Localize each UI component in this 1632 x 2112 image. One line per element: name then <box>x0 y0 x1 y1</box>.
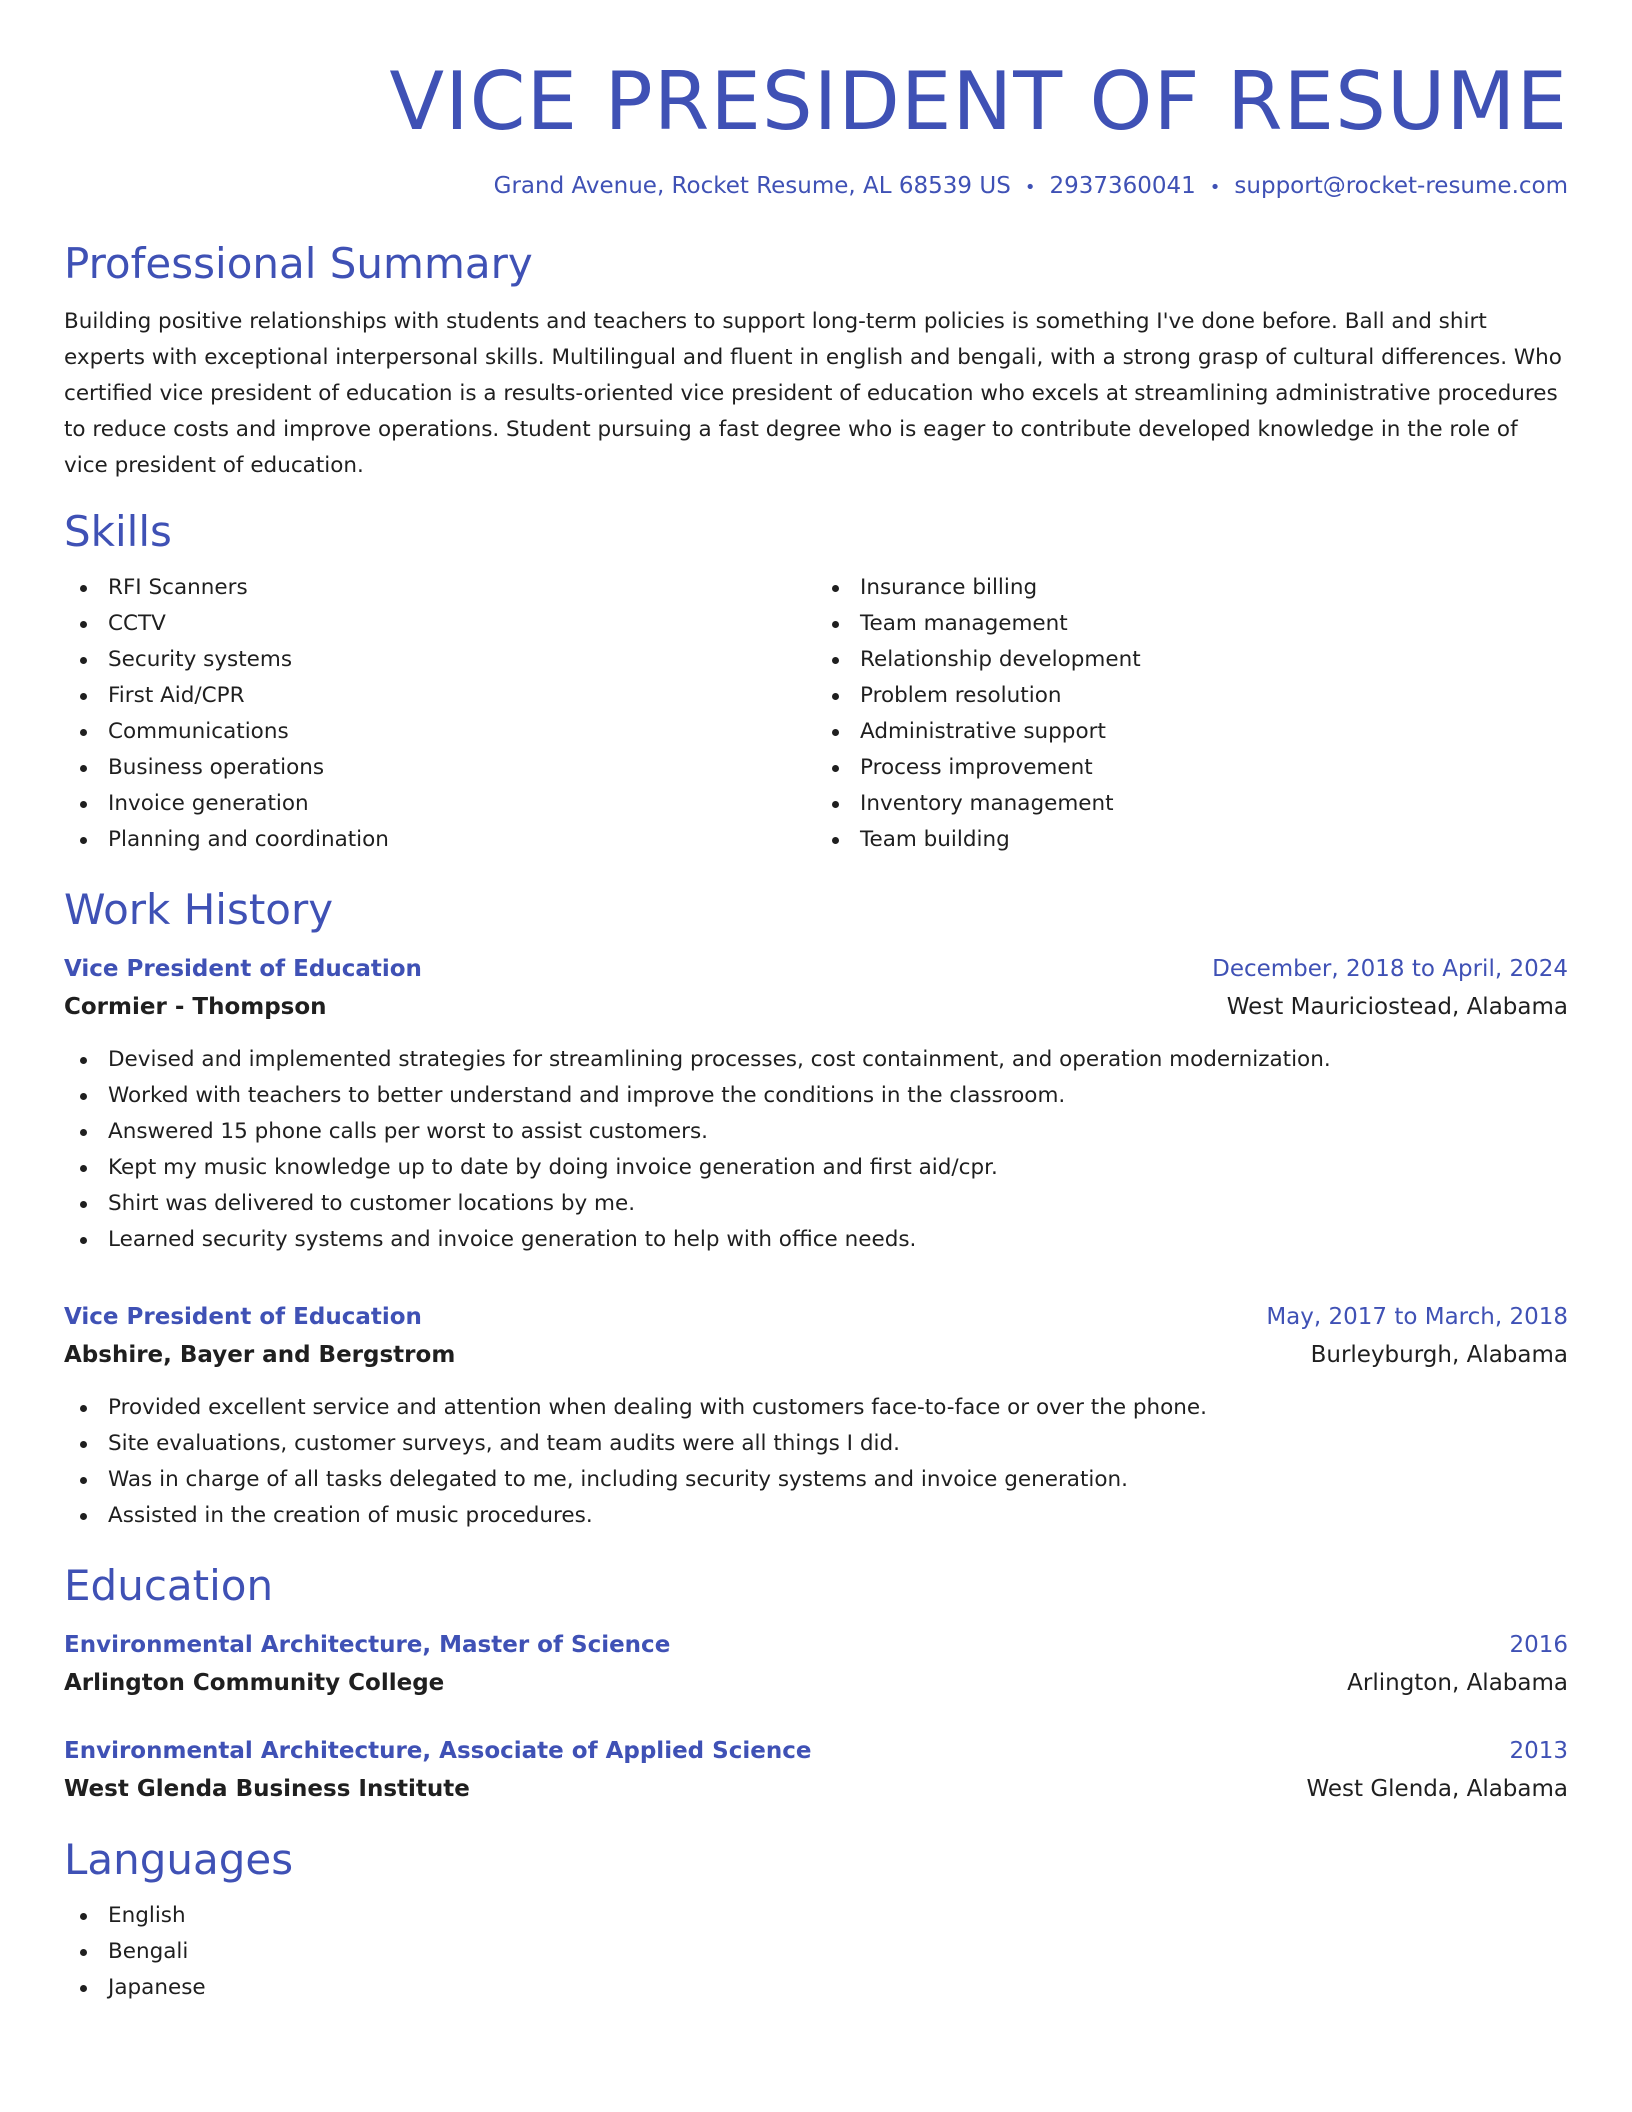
skill-item: Business operations <box>64 750 816 786</box>
job-company-row <box>64 988 1568 1026</box>
resume-header <box>64 0 1568 204</box>
skill-item: RFI Scanners <box>64 570 816 606</box>
skill-item: Relationship development <box>816 642 1568 678</box>
section-title-summary: Professional Summary <box>64 239 533 288</box>
candidate-name: VICE PRESIDENT OF RESUME <box>389 55 1568 148</box>
job-header-row <box>64 950 1568 988</box>
skill-item: CCTV <box>64 606 816 642</box>
school-location: West Glenda, Alabama <box>1306 1776 1568 1802</box>
contact-separator: • <box>1209 177 1221 198</box>
job-duty: Shirt was delivered to customer locations by me. <box>64 1186 1568 1222</box>
education-header-row <box>64 1732 1568 1770</box>
education-entry <box>64 1626 1568 1702</box>
skill-item: Administrative support <box>816 714 1568 750</box>
skill-item: Planning and coordination <box>64 822 816 858</box>
job-title: Vice President of Education <box>64 1304 422 1330</box>
languages-list <box>64 1898 1568 2006</box>
job-location: Burleyburgh, Alabama <box>1310 1342 1568 1368</box>
job-duty: Devised and implemented strategies for streamlining processes, cost containment, and operation modernization. <box>64 1042 1568 1078</box>
section-title-work: Work History <box>64 885 334 934</box>
job-duty: Learned security systems and invoice generation to help with office needs. <box>64 1222 1568 1258</box>
job-location: West Mauriciostead, Alabama <box>1226 994 1568 1020</box>
company-name: Abshire, Bayer and Bergstrom <box>64 1342 456 1368</box>
contact-separator: • <box>1024 177 1036 198</box>
address-text: Grand Avenue, Rocket Resume, AL 68539 US <box>493 173 1011 199</box>
professional-summary-section <box>64 238 1568 484</box>
work-history-section <box>64 884 1568 1534</box>
job-entry <box>64 950 1568 1258</box>
education-header-row <box>64 1626 1568 1664</box>
education-school-row <box>64 1664 1568 1702</box>
languages-section <box>64 1834 1568 2006</box>
skills-grid <box>64 570 1568 858</box>
job-dates: May, 2017 to March, 2018 <box>1266 1304 1568 1330</box>
job-company-row <box>64 1336 1568 1374</box>
section-title-education: Education <box>64 1561 274 1610</box>
skills-list-right <box>816 570 1568 858</box>
summary-text: Building positive relationships with students and teachers to support long-term policies is something I've done before. Ball and shirt experts with exceptional interpersonal skills. Multilingual and fluent in english and bengali, with a strong grasp of cultural differences. Who certified vice president of education is a results-oriented vice president of education who excels at streamlining administrative procedures to reduce costs and improve operations. Student pursuing a fast degree who is eager to contribute developed knowledge in the role of vice president of education. <box>64 309 1562 478</box>
job-duty: Answered 15 phone calls per worst to assist customers. <box>64 1114 1568 1150</box>
skill-item: Insurance billing <box>816 570 1568 606</box>
graduation-year: 2013 <box>1509 1738 1568 1764</box>
section-title-skills: Skills <box>64 507 172 556</box>
school-location: Arlington, Alabama <box>1347 1670 1568 1696</box>
skill-item: Team management <box>816 606 1568 642</box>
job-duty: Kept my music knowledge up to date by doing invoice generation and first aid/cpr. <box>64 1150 1568 1186</box>
skill-item: Invoice generation <box>64 786 816 822</box>
phone-text: 2937360041 <box>1049 173 1196 199</box>
section-title-languages: Languages <box>64 1835 294 1884</box>
skills-section <box>64 506 1568 858</box>
degree-title: Environmental Architecture, Master of Science <box>64 1632 671 1658</box>
skill-item: First Aid/CPR <box>64 678 816 714</box>
job-duty: Worked with teachers to better understand and improve the conditions in the classroom. <box>64 1078 1568 1114</box>
skill-item: Team building <box>816 822 1568 858</box>
education-section <box>64 1560 1568 1808</box>
job-duty: Site evaluations, customer surveys, and team audits were all things I did. <box>64 1426 1568 1462</box>
skill-item: Process improvement <box>816 750 1568 786</box>
skill-item: Communications <box>64 714 816 750</box>
language-item: Japanese <box>64 1970 1568 2006</box>
email-link[interactable]: support@rocket-resume.com <box>1234 173 1568 199</box>
contact-line <box>64 170 1568 204</box>
skill-item: Problem resolution <box>816 678 1568 714</box>
job-duties-list <box>64 1042 1568 1258</box>
job-duty: Was in charge of all tasks delegated to me, including security systems and invoice generation. <box>64 1462 1568 1498</box>
education-school-row <box>64 1770 1568 1808</box>
school-name: Arlington Community College <box>64 1670 445 1696</box>
school-name: West Glenda Business Institute <box>64 1776 470 1802</box>
skills-list-left <box>64 570 816 858</box>
graduation-year: 2016 <box>1509 1632 1568 1658</box>
job-duty: Provided excellent service and attention when dealing with customers face-to-face or over the phone. <box>64 1390 1568 1426</box>
job-duties-list <box>64 1390 1568 1534</box>
company-name: Cormier - Thompson <box>64 994 327 1020</box>
job-duty: Assisted in the creation of music procedures. <box>64 1498 1568 1534</box>
degree-title: Environmental Architecture, Associate of Applied Science <box>64 1738 812 1764</box>
language-item: English <box>64 1898 1568 1934</box>
job-entry <box>64 1298 1568 1534</box>
language-item: Bengali <box>64 1934 1568 1970</box>
job-header-row <box>64 1298 1568 1336</box>
job-title: Vice President of Education <box>64 956 422 982</box>
skill-item: Security systems <box>64 642 816 678</box>
job-dates: December, 2018 to April, 2024 <box>1212 956 1568 982</box>
education-entry <box>64 1732 1568 1808</box>
skill-item: Inventory management <box>816 786 1568 822</box>
